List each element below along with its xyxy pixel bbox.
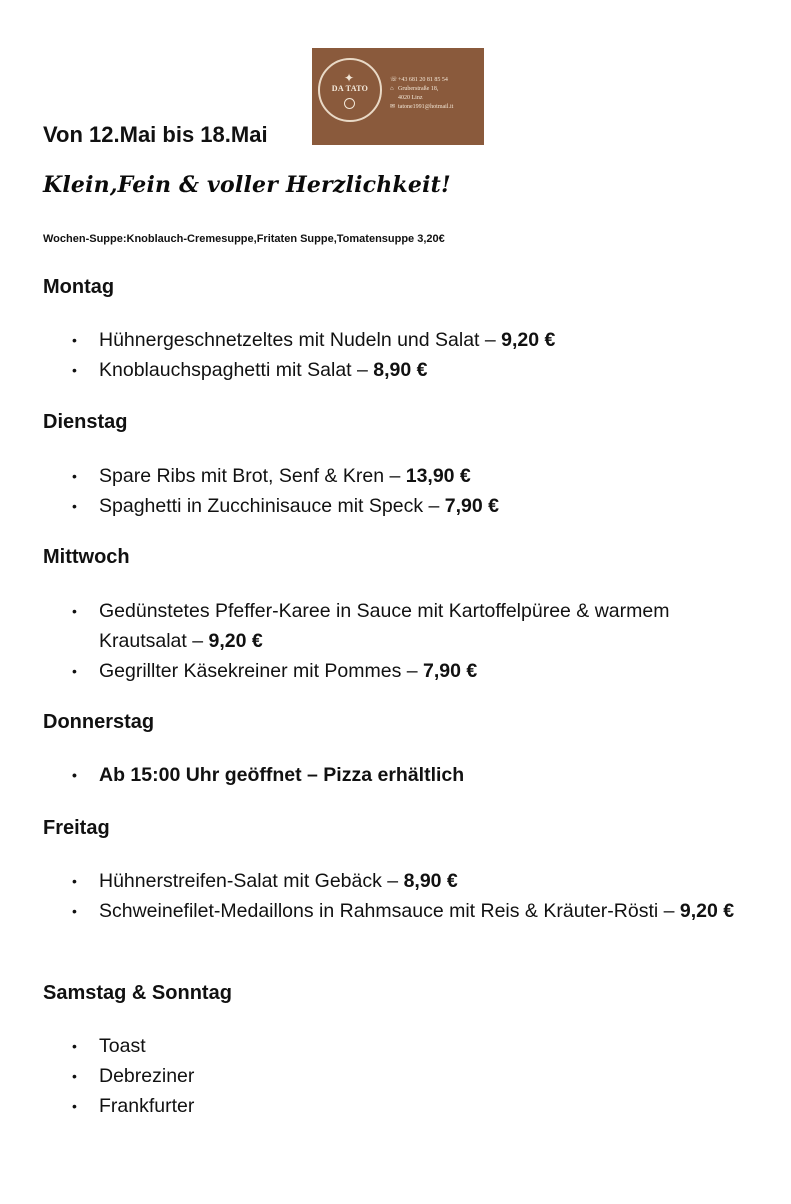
location-icon: ⌂ <box>390 86 394 92</box>
logo-name: DA TATO <box>331 84 369 93</box>
price: 7,90 € <box>444 495 499 517</box>
menu-item: • Ab 15:00 Uhr geöffnet – Pizza erhältlich <box>99 760 759 790</box>
menu-list-wochenende <box>99 1031 759 1121</box>
day-heading-wochenende: Samstag & Sonntag <box>43 982 232 1004</box>
day-heading-freitag: Freitag <box>43 817 110 839</box>
menu-list-dienstag <box>99 461 759 521</box>
menu-item: • Spaghetti in Zucchinisauce mit Speck – 7,90 € <box>99 491 759 521</box>
restaurant-logo <box>312 48 484 145</box>
menu-item: • Gegrillter Käsekreiner mit Pommes – 7,90 € <box>99 656 759 686</box>
day-heading-mittwoch: Mittwoch <box>43 546 130 568</box>
contact-line: 4020 Linz <box>398 95 423 101</box>
ring-icon <box>344 98 355 109</box>
weekly-soup: Wochen-Suppe:Knoblauch-Cremesuppe,Fritaten Suppe,Tomatensuppe 3,20€ <box>43 233 445 245</box>
menu-item: • Hühnergeschnetzeltes mit Nudeln und Salat – 9,20 € <box>99 325 759 355</box>
mail-icon: ✉ <box>390 104 396 110</box>
menu-item: • Debreziner <box>99 1061 759 1091</box>
menu-item: • Spare Ribs mit Brot, Senf & Kren – 13,90 € <box>99 461 759 491</box>
menu-item: • Schweinefilet-Medaillons in Rahmsauce mit Reis & Kräuter-Rösti – 9,20 € <box>99 896 759 926</box>
menu-item: • Frankfurter <box>99 1091 759 1121</box>
logo-contact <box>390 76 484 112</box>
price: 13,90 € <box>405 465 471 487</box>
menu-list-mittwoch <box>99 596 759 686</box>
day-heading-montag: Montag <box>43 276 115 298</box>
price: 8,90 € <box>373 359 428 381</box>
eagle-icon: ✦ <box>344 71 355 85</box>
price: 9,20 € <box>208 630 263 652</box>
contact-line: ⌂ Gruberstraße 18, <box>390 86 439 92</box>
phone-icon: ☏ <box>390 77 398 83</box>
menu-item: • Knoblauchspaghetti mit Salat – 8,90 € <box>99 355 759 385</box>
menu-list-donnerstag <box>99 760 759 790</box>
menu-item: • Toast <box>99 1031 759 1061</box>
page-title: Von 12.Mai bis 18.Mai <box>43 122 268 147</box>
menu-list-freitag <box>99 866 759 926</box>
menu-list-montag <box>99 325 759 385</box>
price: 8,90 € <box>403 870 458 892</box>
menu-item: • Gedünstetes Pfeffer-Karee in Sauce mit Kartoffelpüree & warmem Krautsalat – 9,20 € <box>99 596 759 656</box>
price: 9,20 € <box>501 329 556 351</box>
menu-item: • Hühnerstreifen-Salat mit Gebäck – 8,90 € <box>99 866 759 896</box>
price: 7,90 € <box>423 660 478 682</box>
slogan: Klein,Fein & voller Herzlichkeit! <box>43 172 451 198</box>
logo-emblem <box>318 58 382 122</box>
contact-line: ☏+43 681 20 81 85 54 <box>390 77 448 83</box>
day-heading-donnerstag: Donnerstag <box>43 711 155 733</box>
day-heading-dienstag: Dienstag <box>43 411 128 433</box>
price: 9,20 € <box>679 900 735 922</box>
contact-line: ✉ tatone1991@hotmail.it <box>390 104 454 110</box>
